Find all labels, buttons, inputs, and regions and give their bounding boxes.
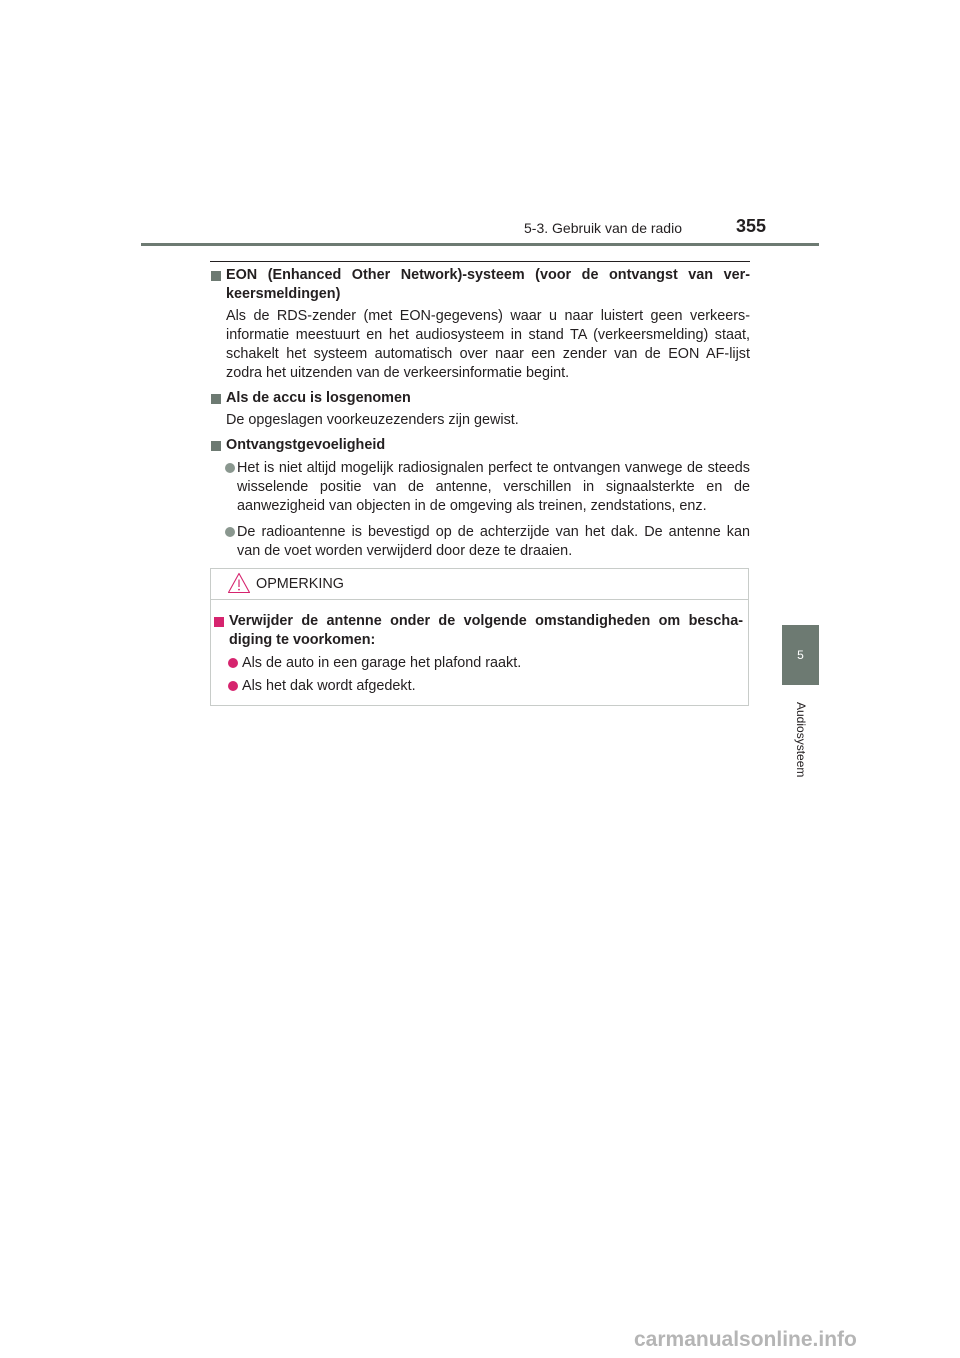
header-divider: [141, 243, 819, 246]
list-item-text: Als het dak wordt afgedekt.: [242, 678, 416, 694]
notice-title: OPMERKING: [256, 576, 344, 592]
main-content: [210, 266, 750, 568]
section-body: Als de RDS-zender (met EON-gegevens) waar u naar luistert geen verkeers-informatie meestuurt en het audiosysteem in stand TA (verkeersmelding) staat, schakelt het systeem automatisch over naar een zender van de EON AF-lijst zodra het uitzenden van de verkeersinformatie begint.: [226, 308, 750, 381]
notice-heading-text: Verwijder de antenne onder de volgende omstandigheden om bescha-diging te voorkomen:: [229, 613, 743, 648]
round-bullet-icon: [228, 681, 238, 691]
notice-header: [211, 569, 748, 600]
list-item: [210, 523, 750, 561]
notice-box: [210, 568, 749, 706]
page-number: 355: [736, 216, 767, 236]
section-heading: [210, 436, 750, 455]
section-header-title: 5-3. Gebruik van de radio: [524, 220, 682, 236]
section-heading: [210, 266, 750, 304]
section-divider: [210, 261, 750, 262]
round-bullet-icon: [225, 463, 235, 473]
watermark: carmanualsonline.info: [634, 1328, 857, 1351]
section-battery: [210, 389, 750, 430]
square-bullet-icon: [211, 441, 221, 451]
notice-body: [211, 612, 743, 700]
list-item: [211, 654, 743, 673]
section-heading-text: EON (Enhanced Other Network)-systeem (voor de ontvangst van ver-keersmeldingen): [226, 267, 750, 302]
square-bullet-icon: [211, 394, 221, 404]
list-item: [211, 677, 743, 696]
warning-triangle-icon: [227, 572, 251, 594]
section-eon: [210, 266, 750, 383]
list-item-text: Als de auto in een garage het plafond raakt.: [242, 655, 522, 671]
round-bullet-icon: [228, 658, 238, 668]
square-bullet-icon: [214, 617, 224, 627]
section-body: De opgeslagen voorkeuzezenders zijn gewist.: [226, 412, 519, 428]
chapter-tab-number: 5: [782, 625, 819, 685]
section-reception: [210, 436, 750, 561]
round-bullet-icon: [225, 527, 235, 537]
chapter-tab-label-text: Audiosysteem: [794, 702, 808, 778]
list-item: [210, 459, 750, 516]
section-heading-text: Ontvangstgevoeligheid: [226, 437, 386, 453]
square-bullet-icon: [211, 271, 221, 281]
list-item-text: Het is niet altijd mogelijk radiosignalen perfect te ontvangen vanwege de steeds wisselende positie van de antenne, verschillen in signaalsterkte en de aanwezigheid van objecten in de omgeving als treinen, zendstations, enz.: [237, 460, 750, 514]
list-item-text: De radioantenne is bevestigd op de achterzijde van het dak. De antenne kan van de voet worden verwijderd door deze te draaien.: [237, 524, 750, 559]
section-heading: [210, 389, 750, 408]
section-heading-text: Als de accu is losgenomen: [226, 390, 411, 406]
notice-heading: [211, 612, 743, 650]
chapter-tab-label: [794, 690, 808, 790]
